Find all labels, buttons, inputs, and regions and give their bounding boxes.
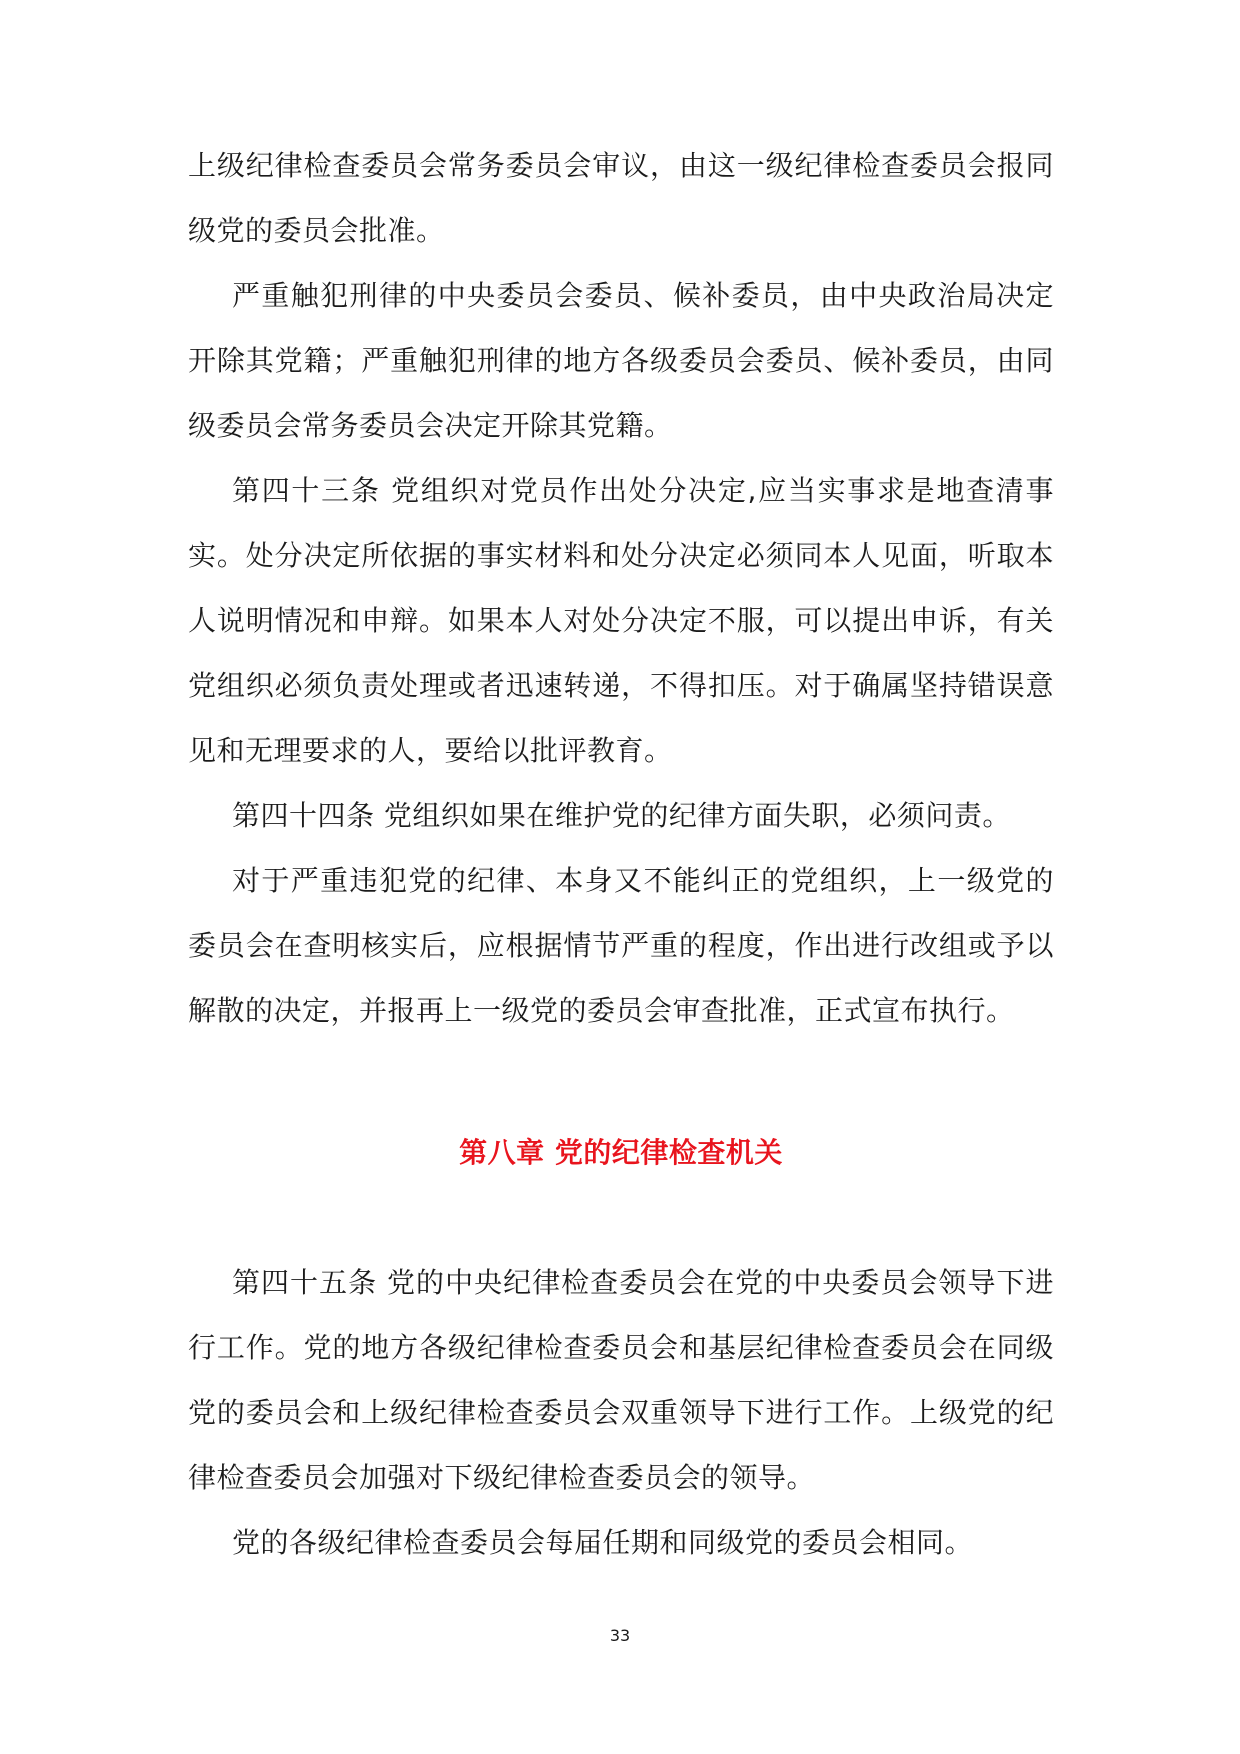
- body-text-bottom: [188, 1250, 1054, 1575]
- paragraph-article-44: 第四十四条 党组织如果在维护党的纪律方面失职，必须问责。: [232, 799, 1011, 832]
- chapter-heading: 第八章 党的纪律检查机关: [459, 1136, 783, 1169]
- paragraph-reorganization: 对于严重违犯党的纪律、本身又不能纠正的党组织，上一级党的委员会在查明核实后，应根据情节严重的程度，作出进行改组或予以解散的决定，并报再上一级党的委员会审查批准，正式宣布执行。: [188, 864, 1054, 1027]
- paragraph-article-43: 第四十三条 党组织对党员作出处分决定,应当实事求是地查清事实。处分决定所依据的事实材料和处分决定必须同本人见面，听取本人说明情况和申辩。如果本人对处分决定不服，可以提出申诉，有关党组织必须负责处理或者迅速转递，不得扣压。对于确属坚持错误意见和无理要求的人，要给以批评教育。: [188, 474, 1054, 767]
- page-number: 33: [609, 1626, 631, 1645]
- paragraph-expulsion: 严重触犯刑律的中央委员会委员、候补委员，由中央政治局决定开除其党籍；严重触犯刑律的地方各级委员会委员、候补委员，由同级委员会常务委员会决定开除其党籍。: [188, 279, 1054, 442]
- paragraph-term: 党的各级纪律检查委员会每届任期和同级党的委员会相同。: [232, 1526, 974, 1559]
- paragraph-continuation: 上级纪律检查委员会常务委员会审议，由这一级纪律检查委员会报同级党的委员会批准。: [188, 149, 1054, 247]
- body-text-top: [188, 133, 1054, 1043]
- paragraph-article-45: 第四十五条 党的中央纪律检查委员会在党的中央委员会领导下进行工作。党的地方各级纪律检查委员会和基层纪律检查委员会在同级党的委员会和上级纪律检查委员会双重领导下进行工作。上级党的纪律检查委员会加强对下级纪律检查委员会的领导。: [188, 1266, 1054, 1494]
